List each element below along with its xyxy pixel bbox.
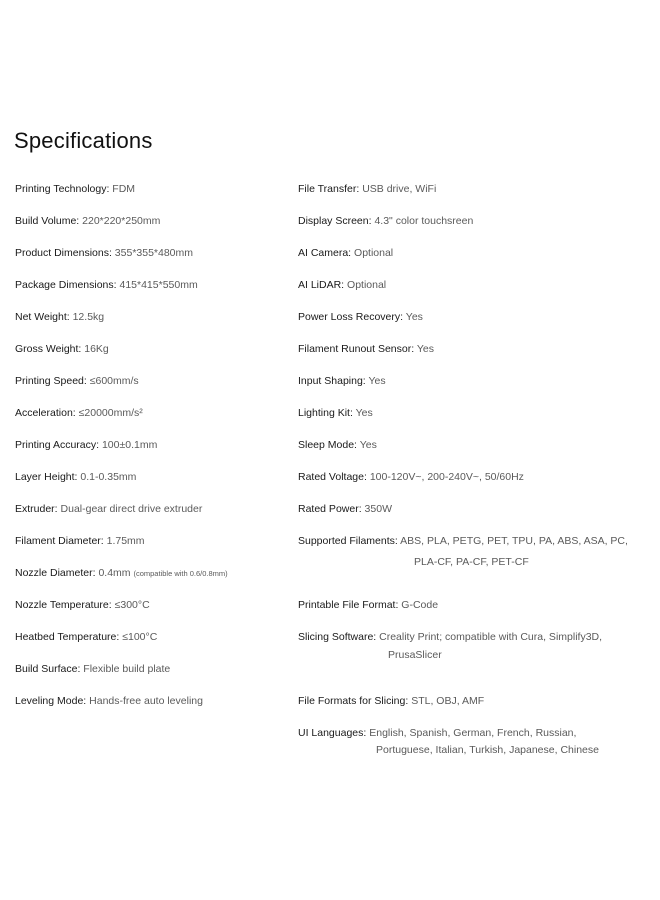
spec-nozzle-diameter [15, 565, 228, 582]
spec-layer-height [15, 469, 136, 486]
spec-value: FDM [112, 183, 136, 195]
spec-value: Yes [405, 311, 423, 323]
spec-label: Layer Height: [15, 471, 78, 483]
spec-label: Power Loss Recovery: [298, 311, 404, 323]
spec-label: Nozzle Diameter: [15, 567, 96, 579]
spec-filament-diameter [15, 533, 145, 550]
spec-label: Input Shaping: [298, 375, 366, 387]
spec-value: 0.4mm [98, 567, 131, 579]
spec-value: ABS, PLA, PETG, PET, TPU, PA, ABS, ASA, PC, [400, 535, 628, 547]
spec-supported-filaments [298, 533, 628, 550]
spec-input-shaping [298, 373, 386, 390]
spec-label: Printing Technology: [15, 183, 110, 195]
spec-value: Creality Print; compatible with Cura, Simplify3D, [379, 631, 603, 643]
spec-slicing-software [298, 629, 602, 646]
spec-label: Rated Voltage: [298, 471, 367, 483]
spec-slicing-software-continued [388, 647, 442, 664]
spec-value: 12.5kg [72, 311, 105, 323]
spec-label: Extruder: [15, 503, 58, 515]
spec-leveling-mode [15, 693, 203, 710]
spec-label: Filament Diameter: [15, 535, 104, 547]
spec-value: Yes [416, 343, 435, 355]
spec-label: Printable File Format: [298, 599, 399, 611]
spec-value: Hands-free auto leveling [89, 695, 203, 707]
spec-ai-lidar [298, 277, 386, 294]
spec-value: ≤100°C [122, 631, 158, 643]
spec-printable-file-format [298, 597, 438, 614]
spec-value: English, Spanish, German, French, Russian, [369, 727, 577, 739]
spec-value: Optional [347, 279, 387, 291]
spec-label: Supported Filaments: [298, 535, 398, 547]
spec-file-transfer [298, 181, 436, 198]
spec-value: Flexible build plate [83, 663, 171, 675]
spec-build-surface [15, 661, 170, 678]
spec-value: USB drive, WiFi [362, 183, 437, 195]
spec-value: Dual-gear direct drive extruder [60, 503, 203, 515]
spec-heatbed-temperature [15, 629, 157, 646]
spec-value-continued: PLA-CF, PA-CF, PET-CF [414, 556, 529, 568]
spec-value: Yes [359, 439, 377, 451]
spec-value: 355*355*480mm [114, 247, 194, 259]
spec-value: 100±0.1mm [101, 439, 158, 451]
spec-printing-technology [15, 181, 135, 198]
spec-rated-power [298, 501, 392, 518]
spec-gross-weight [15, 341, 109, 358]
spec-filament-runout-sensor [298, 341, 434, 358]
spec-ui-languages [298, 725, 576, 742]
spec-printing-speed [15, 373, 139, 390]
spec-label: Slicing Software: [298, 631, 377, 643]
spec-product-dimensions [15, 245, 193, 262]
spec-sleep-mode [298, 437, 377, 454]
spec-label: Display Screen: [298, 215, 372, 227]
spec-file-formats-for-slicing [298, 693, 484, 710]
spec-ai-camera [298, 245, 393, 262]
spec-value: Optional [354, 247, 394, 259]
spec-value-continued: Portuguese, Italian, Turkish, Japanese, Chinese [376, 744, 599, 756]
spec-label: Filament Runout Sensor: [298, 343, 415, 355]
spec-rated-voltage [298, 469, 524, 486]
spec-label: Build Volume: [15, 215, 80, 227]
spec-label: Rated Power: [298, 503, 362, 515]
spec-note: (compatible with 0.6/0.8mm) [133, 569, 228, 578]
spec-value: 100-120V~, 200-240V~, 50/60Hz [369, 471, 524, 483]
spec-package-dimensions [15, 277, 198, 294]
spec-value: ≤300°C [114, 599, 150, 611]
spec-label: Lighting Kit: [298, 407, 353, 419]
spec-nozzle-temperature [15, 597, 150, 614]
spec-value: ≤600mm/s [89, 375, 139, 387]
spec-value: Yes [368, 375, 386, 387]
spec-acceleration [15, 405, 143, 422]
spec-label: UI Languages: [298, 727, 367, 739]
spec-value: 16Kg [84, 343, 109, 355]
spec-build-volume [15, 213, 160, 230]
spec-value: Yes [355, 407, 373, 419]
spec-label: File Formats for Slicing: [298, 695, 409, 707]
spec-label: Acceleration: [15, 407, 76, 419]
spec-lighting-kit [298, 405, 373, 422]
spec-label: Package Dimensions: [15, 279, 117, 291]
spec-label: Gross Weight: [15, 343, 82, 355]
spec-extruder [15, 501, 202, 518]
spec-value: 415*415*550mm [119, 279, 198, 291]
spec-value: 220*220*250mm [82, 215, 161, 227]
spec-supported-filaments-continued [414, 554, 529, 571]
spec-value: ≤20000mm/s² [78, 407, 143, 419]
spec-value: 1.75mm [106, 535, 145, 547]
spec-label: Product Dimensions: [15, 247, 112, 259]
spec-display-screen [298, 213, 473, 230]
spec-label: Build Surface: [15, 663, 81, 675]
spec-label: Printing Speed: [15, 375, 87, 387]
spec-label: Printing Accuracy: [15, 439, 100, 451]
spec-value: 0.1-0.35mm [80, 471, 137, 483]
spec-ui-languages-continued [376, 742, 599, 759]
spec-value-continued: PrusaSlicer [388, 649, 442, 661]
spec-label: File Transfer: [298, 183, 360, 195]
spec-label: AI Camera: [298, 247, 352, 259]
spec-label: Leveling Mode: [15, 695, 87, 707]
page-title: Specifications [14, 128, 153, 153]
spec-label: Net Weight: [15, 311, 70, 323]
spec-value: 4.3" color touchsreen [374, 215, 474, 227]
spec-power-loss-recovery [298, 309, 423, 326]
spec-value: G-Code [401, 599, 439, 611]
spec-value: 350W [364, 503, 392, 515]
spec-label: Heatbed Temperature: [15, 631, 120, 643]
spec-printing-accuracy [15, 437, 157, 454]
spec-net-weight [15, 309, 104, 326]
spec-value: STL, OBJ, AMF [411, 695, 485, 707]
spec-label: AI LiDAR: [298, 279, 345, 291]
spec-label: Nozzle Temperature: [15, 599, 112, 611]
spec-label: Sleep Mode: [298, 439, 357, 451]
